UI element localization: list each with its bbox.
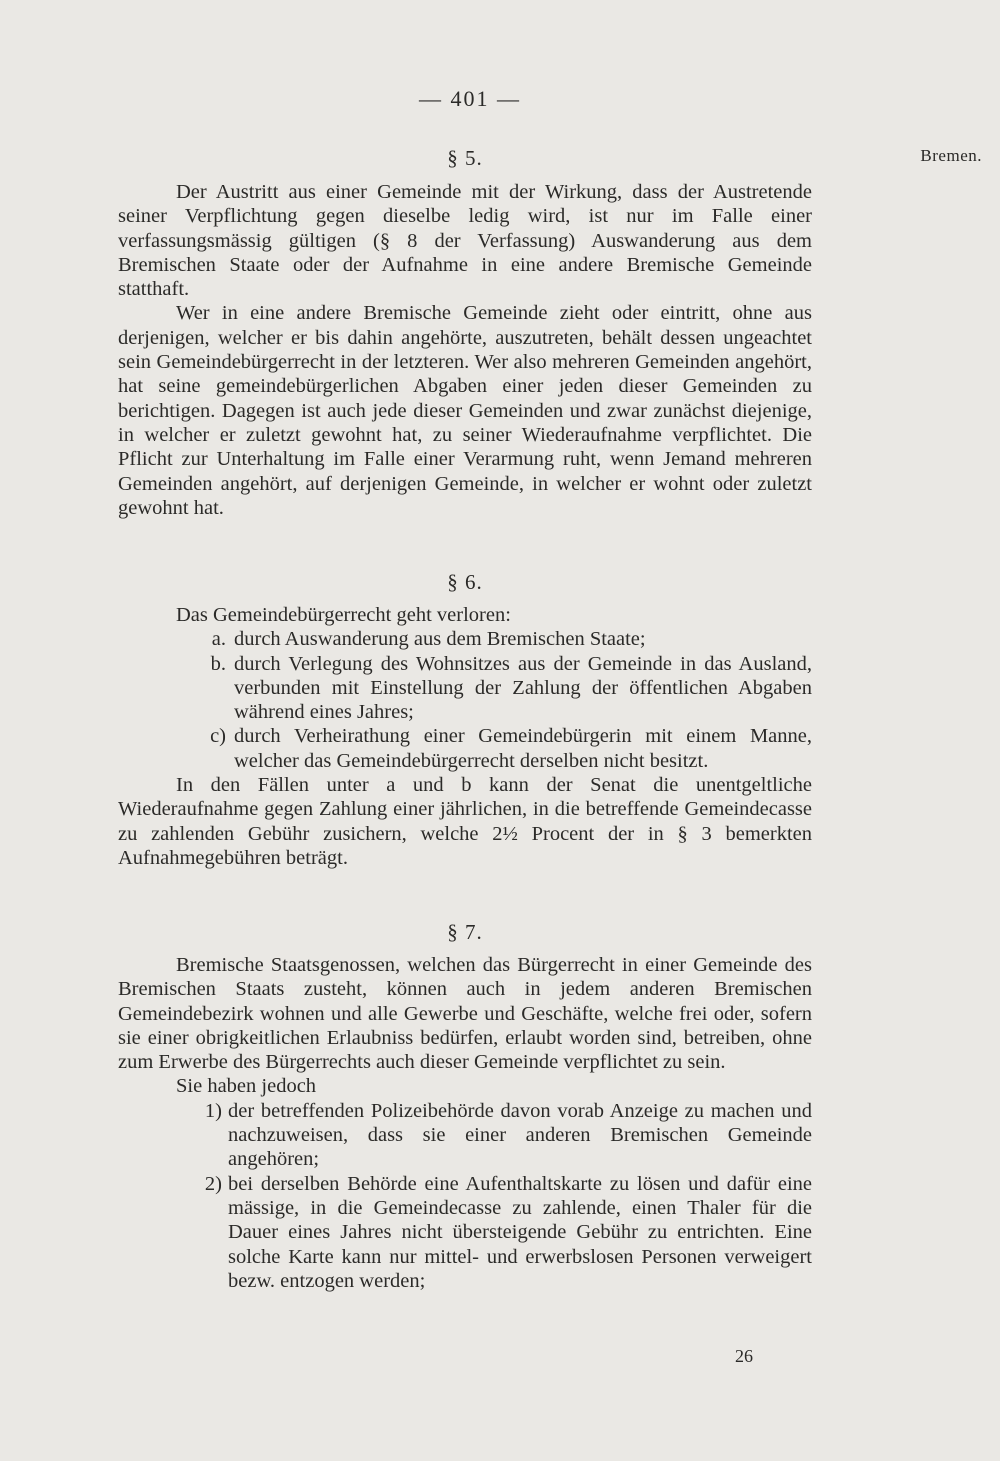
list-item (194, 652, 812, 725)
list-item-label: a. (211, 628, 226, 651)
section-6-body (118, 603, 812, 870)
section-5-paragraph-1: Der Austritt aus einer Gemeinde mit der Wirkung, dass der Austretende seiner Verpflichtung gegen dieselbe ledig wird, ist nur im Falle einer verfassungsmässig gültigen (§ 8 der Verfassung) Auswanderung aus dem Bremischen Staate oder der Aufnahme in eine andere Bremische Gemeinde statthaft. (118, 181, 812, 301)
list-item-text: durch Auswanderung aus dem Bremischen Staate; (234, 628, 646, 651)
list-item-label: 2) (204, 1172, 222, 1195)
section-6-closing: In den Fällen unter a und b kann der Senat die unentgeltliche Wiederaufnahme gegen Zahlung einer jährlichen, in die betreffende Gemeindecasse zu zahlenden Gebühr zusichern, welche 2½ Procent der in § 3 bemerkten Aufnahmegebühren beträgt. (118, 774, 812, 869)
list-item-text: durch Verlegung des Wohnsitzes aus der Gemeinde in das Ausland, verbunden mit Einstellung der Zahlung der öffentlichen Abgaben während eines Jahres; (234, 652, 812, 724)
page-number: — 401 — (419, 86, 521, 111)
list-item (192, 1172, 812, 1293)
list-item (192, 1099, 812, 1172)
signature-mark: 26 (735, 1346, 753, 1366)
list-item-text: der betreffenden Polizeibehörde davon vorab Anzeige zu machen und nachzuweisen, dass sie einer anderen Bremischen Gemeinde angehören; (228, 1099, 812, 1171)
section-7-intro: Sie haben jedoch (176, 1075, 317, 1098)
section-5-body (118, 180, 812, 520)
list-item (194, 724, 812, 773)
section-6-heading: § 6. (447, 570, 483, 594)
list-item-label: 1) (204, 1099, 222, 1122)
list-item-label: c) (210, 725, 226, 748)
list-item-text: durch Verheirathung einer Gemeindebürgerin mit einem Manne, welcher das Gemeindebürgerrecht derselben nicht besitzt. (234, 725, 812, 772)
section-7-body (118, 953, 812, 1293)
section-5-paragraph-2: Wer in eine andere Bremische Gemeinde zieht oder eintritt, ohne aus derjenigen, welcher er bis dahin angehörte, auszutreten, behält dessen ungeachtet sein Gemeindebürgerrecht in der letzteren. Wer also mehreren Gemeinden angehört, hat seine gemeindebürgerlichen Abgaben einer jeden dieser Gemeinden zu berichtigen. Dagegen ist auch jede dieser Gemeinden und zwar zunächst diejenige, in welcher er zuletzt gewohnt hat, zu seiner Wiederaufnahme verpflichtet. Die Pflicht zur Unterhaltung im Falle einer Verarmung ruht, wenn Jemand mehreren Gemeinden angehört, auf derjenigen Gemeinde, in welcher er wohnt oder zuletzt gewohnt hat. (118, 302, 812, 519)
section-7-heading: § 7. (447, 920, 483, 944)
list-item-text: bei derselben Behörde eine Aufenthaltskarte zu lösen und dafür eine mässige, in die Gemeindecasse zu zahlende, einen Thaler für die Dauer eines Jahres nicht übersteigende Gebühr zu entrichten. Eine solche Karte kann nur mittel- und erwerbslosen Personen verweigert bezw. entzogen werden; (228, 1172, 812, 1292)
section-6-intro: Das Gemeindebürgerrecht geht verloren: (176, 604, 511, 626)
list-item-label: b. (210, 652, 226, 675)
list-item (194, 627, 812, 651)
margin-note: Bremen. (920, 146, 982, 165)
section-7-paragraph: Bremische Staatsgenossen, welchen das Bürgerrecht in einer Gemeinde des Bremischen Staats zusteht, können auch in jedem anderen Bremischen Gemeindebezirk wohnen und alle Gewerbe und Geschäfte, welche frei oder, sofern sie einer obrigkeitlichen Erlaubniss bedürfen, erlaubt worden sind, betreiben, ohne zum Erwerbe des Bürgerrechts auch dieser Gemeinde verpflichtet zu sein. (118, 954, 812, 1074)
section-5-heading: § 5. (447, 146, 483, 170)
